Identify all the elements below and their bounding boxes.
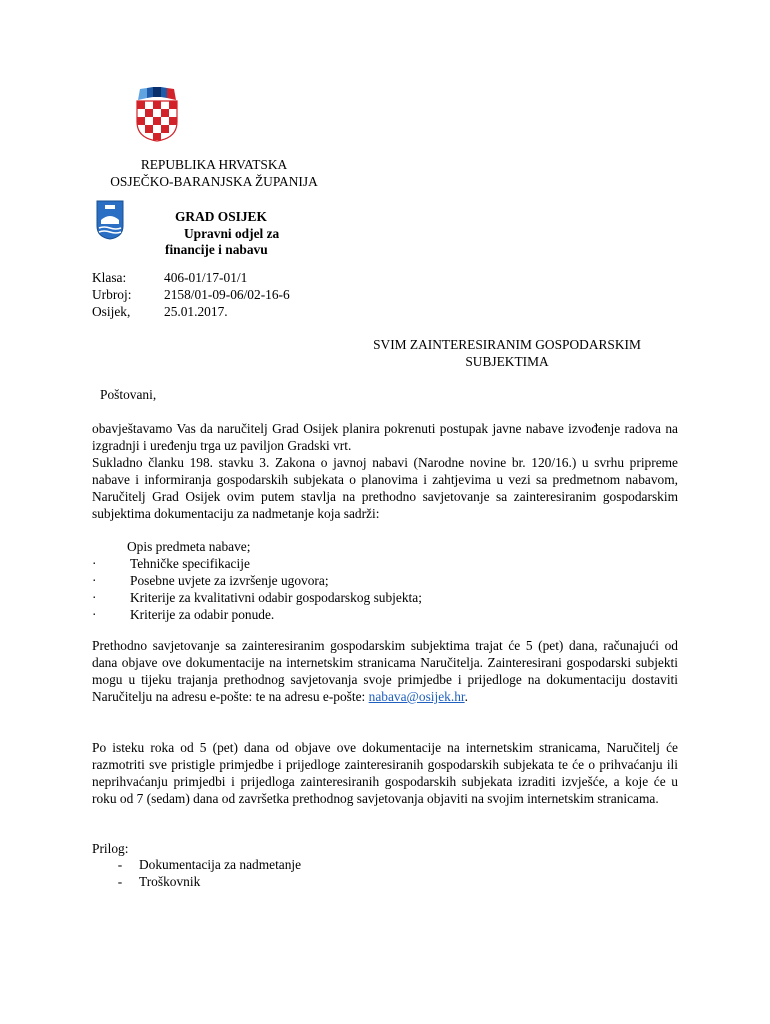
list-item-text: Opis predmeta nabave; <box>127 539 251 554</box>
attachments-label: Prilog: <box>92 841 129 856</box>
consultation-text: Prethodno savjetovanje sa zainteresiranim gospodarskim subjektima trajat će 5 (pet) dana, računajući od dana objave ove dokumentacije na internetskim stranicama Naručitelja. Zainteresirani gospodarski subjekti mogu u tijeku trajanja prethodnog savjetovanja svoje primjedbe i prijedloge na dokumentaciju dostaviti Naručitelju na adresu e-pošte: te na adresu e-pošte: <box>92 638 678 704</box>
meta-key: Urbroj: <box>92 287 132 302</box>
meta-row-klasa <box>92 269 290 286</box>
list-item-text: Dokumentacija za nadmetanje <box>139 857 302 872</box>
recipient-line2: SUBJEKTIMA <box>465 354 549 369</box>
bullet: · <box>92 607 97 622</box>
meta-row-date <box>92 303 290 320</box>
legal-basis-paragraph: Sukladno članku 198. stavku 3. Zakona o javnoj nabavi (Narodne novine br. 120/16.) u svrhu pripreme nabave i informiranja gospodarskih subjekata o planovima i zahtjevima u vezi sa predmetnom nabavom, Naručitelj Grad Osijek ovim putem stavlja na prethodno savjetovanje sa zainteresiranim gospodarskim subjektima dokumentaciju za nadmetanje koja sadrži: <box>92 455 678 521</box>
consultation-text-end: . <box>464 689 468 704</box>
dash: - <box>117 857 123 872</box>
consultation-paragraph <box>92 637 678 705</box>
list-item <box>92 572 678 589</box>
meta-value: 406-01/17-01/1 <box>164 270 248 285</box>
meta-key: Klasa: <box>92 270 127 285</box>
dash: - <box>117 874 123 889</box>
header-country-county <box>92 156 336 190</box>
list-item <box>92 589 678 606</box>
country-name: REPUBLIKA HRVATSKA <box>140 157 288 172</box>
department-line2: financije i nabavu <box>165 242 268 257</box>
osijek-crest-icon <box>96 200 124 240</box>
list-item-text: Posebne uvjete za izvršenje ugovora; <box>130 573 329 588</box>
recipient-block <box>346 336 668 370</box>
city-name: GRAD OSIJEK <box>175 209 267 224</box>
list-item-text: Kriterije za kvalitativni odabir gospodarskog subjekta; <box>130 590 422 605</box>
email-link[interactable]: nabava@osijek.hr <box>368 689 465 704</box>
recipient-line1: SVIM ZAINTERESIRANIM GOSPODARSKIM <box>373 337 641 352</box>
bullet: · <box>92 573 97 588</box>
bullet: · <box>92 556 97 571</box>
procedure-paragraph: Po isteku roka od 5 (pet) dana od objave ove dokumentacije na internetskim stranicama, Naručitelj će razmotriti sve pristigle primjedbe i prijedloge zainteresiranih gospodarskih subjekata te će o prihvaćanju ili neprihvaćanju primjedbi i prijedloga zainteresiranih gospodarskih subjekata izraditi izvješće, a koje će u roku od 7 (sedam) dana od završetka prethodnog savjetovanja objaviti na svojim internetskim stranicama. <box>92 740 678 806</box>
list-item-text: Troškovnik <box>139 874 201 889</box>
contents-list <box>92 538 678 623</box>
list-item <box>92 555 678 572</box>
document-meta <box>92 269 290 320</box>
greeting: Poštovani, <box>100 387 157 402</box>
meta-row-urbroj <box>92 286 290 303</box>
list-item <box>108 873 301 890</box>
meta-value: 2158/01-09-06/02-16-6 <box>164 287 290 302</box>
attachments-list <box>108 856 301 890</box>
list-item-text: Tehničke specifikacije <box>130 556 250 571</box>
bullet: · <box>92 590 97 605</box>
list-item-text: Kriterije za odabir ponude. <box>130 607 275 622</box>
list-item <box>92 538 678 555</box>
list-item <box>108 856 301 873</box>
list-item <box>92 606 678 623</box>
department-line1: Upravni odjel za <box>184 226 280 241</box>
intro-paragraph: obavještavamo Vas da naručitelj Grad Osijek planira pokrenuti postupak javne nabave izvođenje radova na izgradnji i uređenju trga uz paviljon Gradski vrt. <box>92 421 678 453</box>
county-name: OSJEČKO-BARANJSKA ŽUPANIJA <box>110 174 318 189</box>
croatian-coat-of-arms-icon <box>133 86 181 142</box>
meta-value: 25.01.2017. <box>164 304 228 319</box>
meta-key: Osijek, <box>92 304 131 319</box>
